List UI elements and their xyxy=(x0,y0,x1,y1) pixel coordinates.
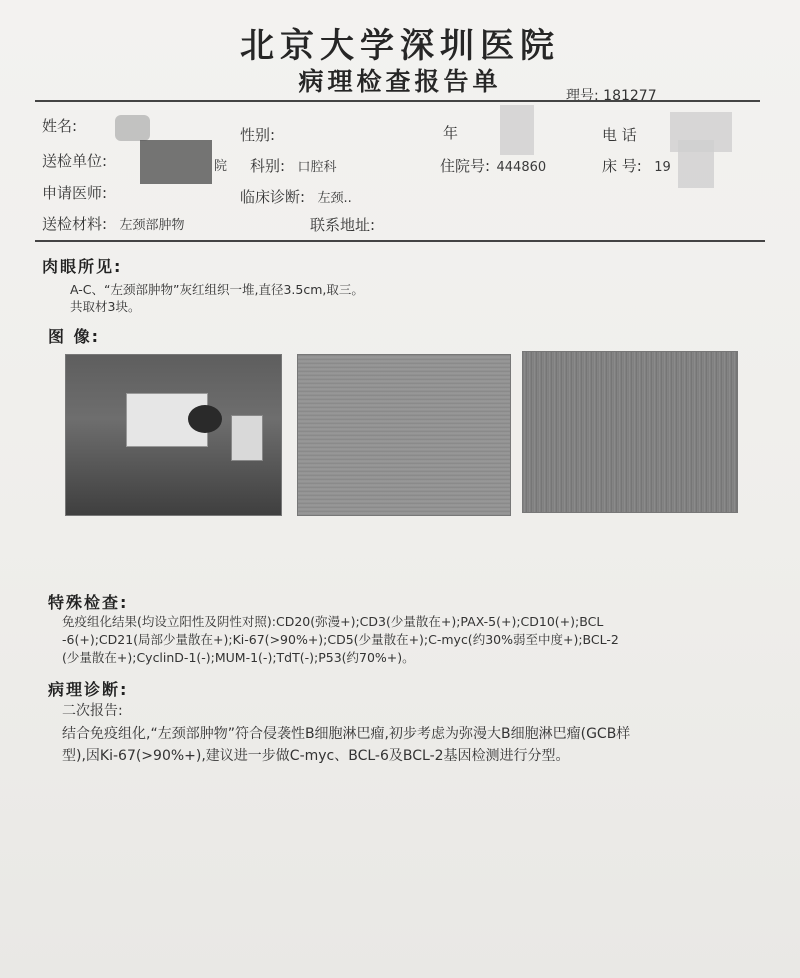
inpatient-number-field xyxy=(440,155,546,176)
redaction-mask xyxy=(115,115,150,141)
requesting-doctor-field xyxy=(42,182,107,203)
info-divider xyxy=(35,240,765,242)
inpatient-number-value: 444860 xyxy=(496,160,547,175)
pathology-number-value: 181277 xyxy=(603,88,657,104)
gross-section-title: 肉眼所见: xyxy=(42,257,123,276)
gross-line-2: 共取材3块。 xyxy=(70,299,141,314)
images-section-title: 图 像: xyxy=(48,327,100,346)
gross-specimen-photo xyxy=(65,354,282,516)
pathology-number-label: 理号: xyxy=(566,88,599,104)
diagnosis-line-1: 结合免疫组化,“左颈部肿物”符合侵袭性B细胞淋巴瘤,初步考虑为弥漫大B细胞淋巴瘤(GCB样 xyxy=(62,726,631,742)
clinical-diagnosis-label: 临床诊断: xyxy=(240,188,306,206)
gender-label: 性别: xyxy=(240,126,276,144)
inpatient-number-label: 住院号: xyxy=(440,157,491,175)
redaction-mask xyxy=(140,140,212,184)
patient-name-field xyxy=(42,115,77,136)
specimen-value: 左颈部肿物 xyxy=(119,218,185,233)
diagnosis-line-2: 型),因Ki-67(>90%+),建议进一步做C-myc、BCL-6及BCL-2基因检测进行分型。 xyxy=(62,748,570,764)
requesting-doctor-label: 申请医师: xyxy=(42,184,108,202)
micrograph-high-power xyxy=(522,351,738,513)
phone-label: 电 话 xyxy=(602,126,637,144)
special-exam-line-3: (少量散在+);CyclinD-1(-);MUM-1(-);TdT(-);P53(约70%+)。 xyxy=(62,650,415,665)
age-label: 年 xyxy=(443,124,459,142)
patient-name-label: 姓名: xyxy=(42,117,78,135)
micrograph-low-power xyxy=(297,354,511,516)
submitting-unit-label: 送检单位: xyxy=(42,152,108,170)
unit-suffix-value: 院 xyxy=(214,159,228,174)
department-field xyxy=(250,155,337,176)
pathology-number xyxy=(566,85,657,105)
specimen-field xyxy=(42,213,185,234)
redaction-mask xyxy=(678,140,714,188)
diagnosis-subtitle: 二次报告: xyxy=(62,703,123,719)
unit-suffix xyxy=(214,155,227,174)
address-field xyxy=(310,214,375,235)
diagnosis-title: 病理诊断: xyxy=(48,680,129,699)
clinical-diagnosis-field xyxy=(240,186,352,207)
department-label: 科别: xyxy=(250,157,286,175)
hospital-name: 北京大学深圳医院 xyxy=(240,26,560,66)
clinical-diagnosis-value: 左颈.. xyxy=(317,191,352,206)
special-exam-line-2: -6(+);CD21(局部少量散在+);Ki-67(>90%+);CD5(少量散在+);C-myc(约30%弱至中度+);BCL-2 xyxy=(62,632,619,647)
redaction-mask xyxy=(500,105,534,155)
report-title: 病理检查报告单 xyxy=(298,67,502,96)
address-label: 联系地址: xyxy=(310,216,376,234)
specimen-label: 送检材料: xyxy=(42,215,108,233)
header-divider xyxy=(35,100,760,102)
special-exam-line-1: 免疫组化结果(均设立阳性及阴性对照):CD20(弥漫+);CD3(少量散在+);PAX-5(+);CD10(+);BCL xyxy=(62,614,604,629)
age-field xyxy=(443,122,458,143)
bed-number-value: 19 xyxy=(654,160,671,175)
phone-field xyxy=(602,124,637,145)
special-exam-title: 特殊检查: xyxy=(48,593,129,612)
bed-number-field xyxy=(602,155,671,176)
specimen-jar xyxy=(231,415,263,461)
gross-line-1: A-C、“左颈部肿物”灰红组织一堆,直径3.5cm,取三。 xyxy=(70,282,364,297)
submitting-unit-field xyxy=(42,150,107,171)
gender-field xyxy=(240,124,275,145)
department-value: 口腔科 xyxy=(297,160,337,175)
bed-number-label: 床 号: xyxy=(602,157,642,175)
tissue-sample xyxy=(188,405,222,433)
